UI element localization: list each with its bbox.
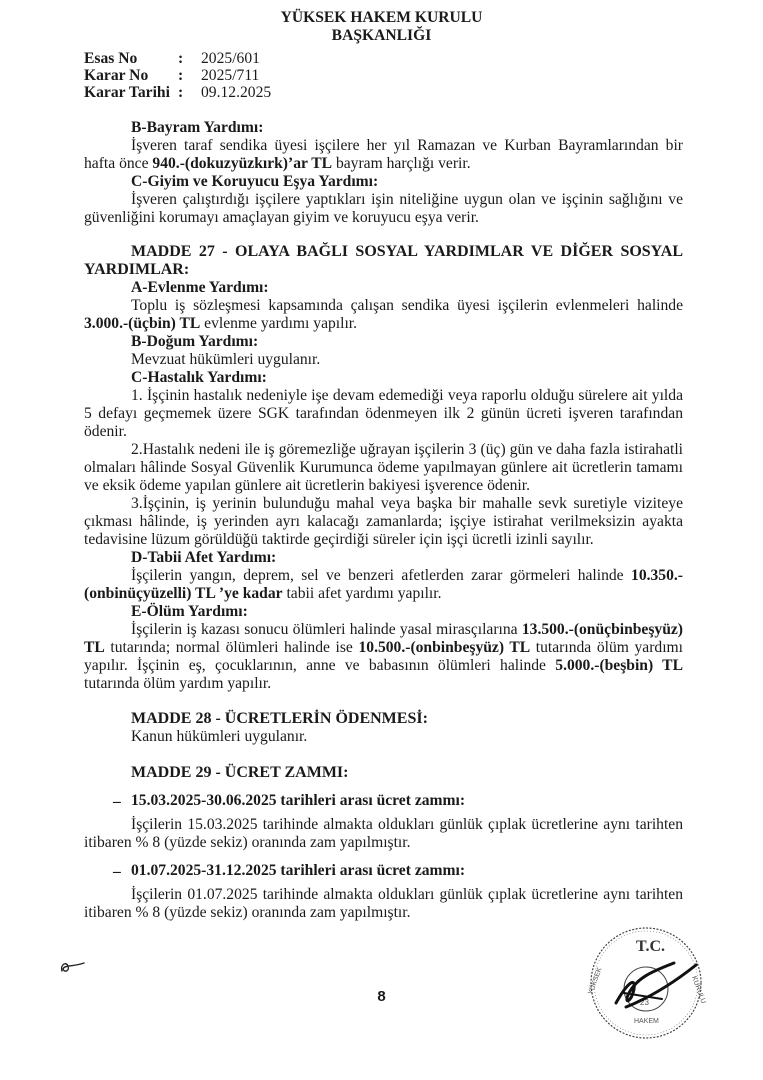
evlenme-line2 (84, 315, 357, 333)
giyim-line2: güvenliğini korumayı amaçlayan giyim ve koruyucu eşya verir. (84, 209, 479, 226)
heading-bayram: B-Bayram Yardımı: (131, 119, 264, 136)
list-dash: – (113, 863, 121, 880)
bayram-line1: İşveren taraf sendika üyesi işçilere her yıl Ramazan ve Kurban Bayramlarından bir (131, 137, 683, 154)
hastalik-p3-line2: çıkması hâlinde, iş yerinden ayrı kalacağı zamanlarda; işçiye istirahat verilmeksizin ayakta (84, 513, 683, 530)
text: yapılır. İşçinin eş, çocuklarının, anne ve babasının ölümleri halinde (84, 657, 556, 674)
document-title-line2: BAŞKANLIĞI (331, 27, 432, 44)
handwritten-initial (58, 955, 88, 977)
olum-normal-amount: 10.500.-(onbinbeşyüz) TL (358, 639, 531, 656)
bayram-line2 (84, 155, 471, 173)
hastalik-p1-line3: ödenir. (84, 423, 127, 440)
text: tutarında ölüm yardımı (530, 639, 683, 656)
evlenme-amount: 3.000.-(üçbin) TL (84, 315, 201, 332)
meta-colon: : (178, 84, 184, 101)
bayram-amount: 940.-(dokuzyüzkırk)’ar TL (152, 155, 333, 172)
meta-value-karar-tarihi: 09.12.2025 (201, 84, 272, 101)
text: TL (84, 639, 105, 656)
list-dash: – (113, 793, 121, 810)
afet-line1 (131, 567, 683, 585)
heading-hastalik: C-Hastalık Yardımı: (131, 369, 267, 386)
hastalik-p3-line3: tedavisine lüzum görüldüğü taktirde geçirdiği süreler için işçi ücretli izinli sayılır. (84, 531, 594, 548)
text: evlenme yardımı yapılır. (200, 315, 358, 332)
olum-line3 (84, 657, 683, 675)
page-number: 8 (377, 988, 386, 1005)
zam-period-2-line1: İşçilerin 01.07.2025 tarihinde almakta oldukları günlük çıplak ücretlerine aynı tarihten (131, 886, 683, 903)
heading-giyim: C-Giyim ve Koruyucu Eşya Yardımı: (131, 173, 379, 190)
madde-27-heading: MADDE 27 - OLAYA BAĞLI SOSYAL YARDIMLAR VE DİĞER SOSYAL (131, 243, 683, 260)
zam-period-2-line2: itibaren % 8 (yüzde sekiz) oranında zam yapılmıştır. (84, 904, 411, 921)
official-stamp (566, 915, 716, 1045)
evlenme-line1: Toplu iş sözleşmesi kapsamında çalışan sendika üyesi işçilerin evlenmeleri halinde (131, 297, 683, 314)
meta-colon: : (178, 50, 184, 67)
dogum-line1: Mevzuat hükümleri uygulanır. (131, 351, 321, 368)
meta-colon: : (178, 67, 184, 84)
zam-period-1-line1: İşçilerin 15.03.2025 tarihinde almakta oldukları günlük çıplak ücretlerine aynı tarihten (131, 816, 683, 833)
hastalik-p1-line1: 1. İşçinin hastalık nedeniyle işe devam edemediği veya raporlu olduğu sürelere ait yılda (131, 387, 683, 404)
madde-28-line1: Kanun hükümleri uygulanır. (131, 728, 308, 745)
madde-29-heading: MADDE 29 - ÜCRET ZAMMI: (131, 764, 349, 781)
meta-label-esas: Esas No (84, 50, 138, 67)
hastalik-p1-line2: 5 defayı geçmemek üzere SGK tarafından ödenmeyen ilk 2 günün ücreti işveren tarafından (84, 405, 683, 422)
heading-evlenme: A-Evlenme Yardımı: (131, 279, 269, 296)
heading-olum: E-Ölüm Yardımı: (131, 603, 248, 620)
svg-text:KURULU: KURULU (690, 975, 707, 1005)
madde-27-heading-cont: YARDIMLAR: (84, 261, 190, 278)
heading-afet: D-Tabii Afet Yardımı: (131, 549, 277, 566)
olum-line4: tutarında ölüm yardım yapılır. (84, 675, 272, 692)
olum-line2 (84, 639, 683, 657)
zam-period-1-heading: 15.03.2025-30.06.2025 tarihleri arası ücret zammı: (131, 792, 466, 809)
olum-kaza-amount: 13.500.-(onüçbinbeşyüz) (521, 621, 683, 638)
afet-amount: 10.350.- (631, 567, 683, 584)
svg-text:T.C.: T.C. (636, 938, 666, 955)
meta-value-karar: 2025/711 (201, 67, 260, 84)
document-title-line1: YÜKSEK HAKEM KURULU (280, 9, 483, 26)
zam-period-1-line2: itibaren % 8 (yüzde sekiz) oranında zam yapılmıştır. (84, 834, 411, 851)
afet-line2 (84, 585, 442, 603)
afet-amount-words: (onbinüçyüzelli) TL ’ye kadar (84, 585, 283, 602)
giyim-line1: İşveren çalıştırdığı işçilere yaptıkları işin niteliğine uygun olan ve işçinin sağlığını ve (131, 191, 683, 208)
text: İşçilerin yangın, deprem, sel ve benzeri afetlerden zarar görmeleri halinde (131, 567, 632, 584)
svg-text:HAKEM: HAKEM (634, 1018, 659, 1025)
hastalik-p2-line1: 2.Hastalık nedeni ile iş göremezliğe uğrayan işçilerin 3 (üç) gün ve daha fazla istirahatli (131, 441, 683, 458)
madde-28-heading: MADDE 28 - ÜCRETLERİN ÖDENMESİ: (131, 710, 428, 727)
olum-aile-amount: 5.000.-(beşbin) TL (555, 657, 683, 674)
svg-text:23: 23 (640, 998, 649, 1007)
hastalik-p2-line2: olmaları hâlinde Sosyal Güvenlik Kurumunca ödeme yapılmayan günlere ait ücretlerin tamamı (84, 459, 683, 476)
zam-period-2-heading: 01.07.2025-31.12.2025 tarihleri arası ücret zammı: (131, 862, 466, 879)
text: hafta önce (84, 155, 153, 172)
hastalik-p2-line3: ve eksik ödeme yapılan günlere ait ücretlerin bakiyesi işverence ödenir. (84, 477, 530, 494)
text: bayram harçlığı verir. (332, 155, 471, 172)
heading-dogum: B-Doğum Yardımı: (131, 333, 259, 350)
text: İşçilerin iş kazası sonucu ölümleri halinde yasal mirasçılarına (131, 621, 522, 638)
olum-line1 (131, 621, 683, 639)
svg-text:YÜKSEK: YÜKSEK (587, 966, 604, 996)
meta-label-karar-tarihi: Karar Tarihi (84, 84, 170, 101)
meta-value-esas: 2025/601 (201, 50, 260, 67)
text: tabii afet yardımı yapılır. (282, 585, 442, 602)
hastalik-p3-line1: 3.İşçinin, iş yerinin bulunduğu mahal veya başka bir mahalle sevk suretiyle viziteye (131, 495, 683, 512)
meta-label-karar: Karar No (84, 67, 149, 84)
text: tutarında; normal ölümleri halinde ise (104, 639, 359, 656)
